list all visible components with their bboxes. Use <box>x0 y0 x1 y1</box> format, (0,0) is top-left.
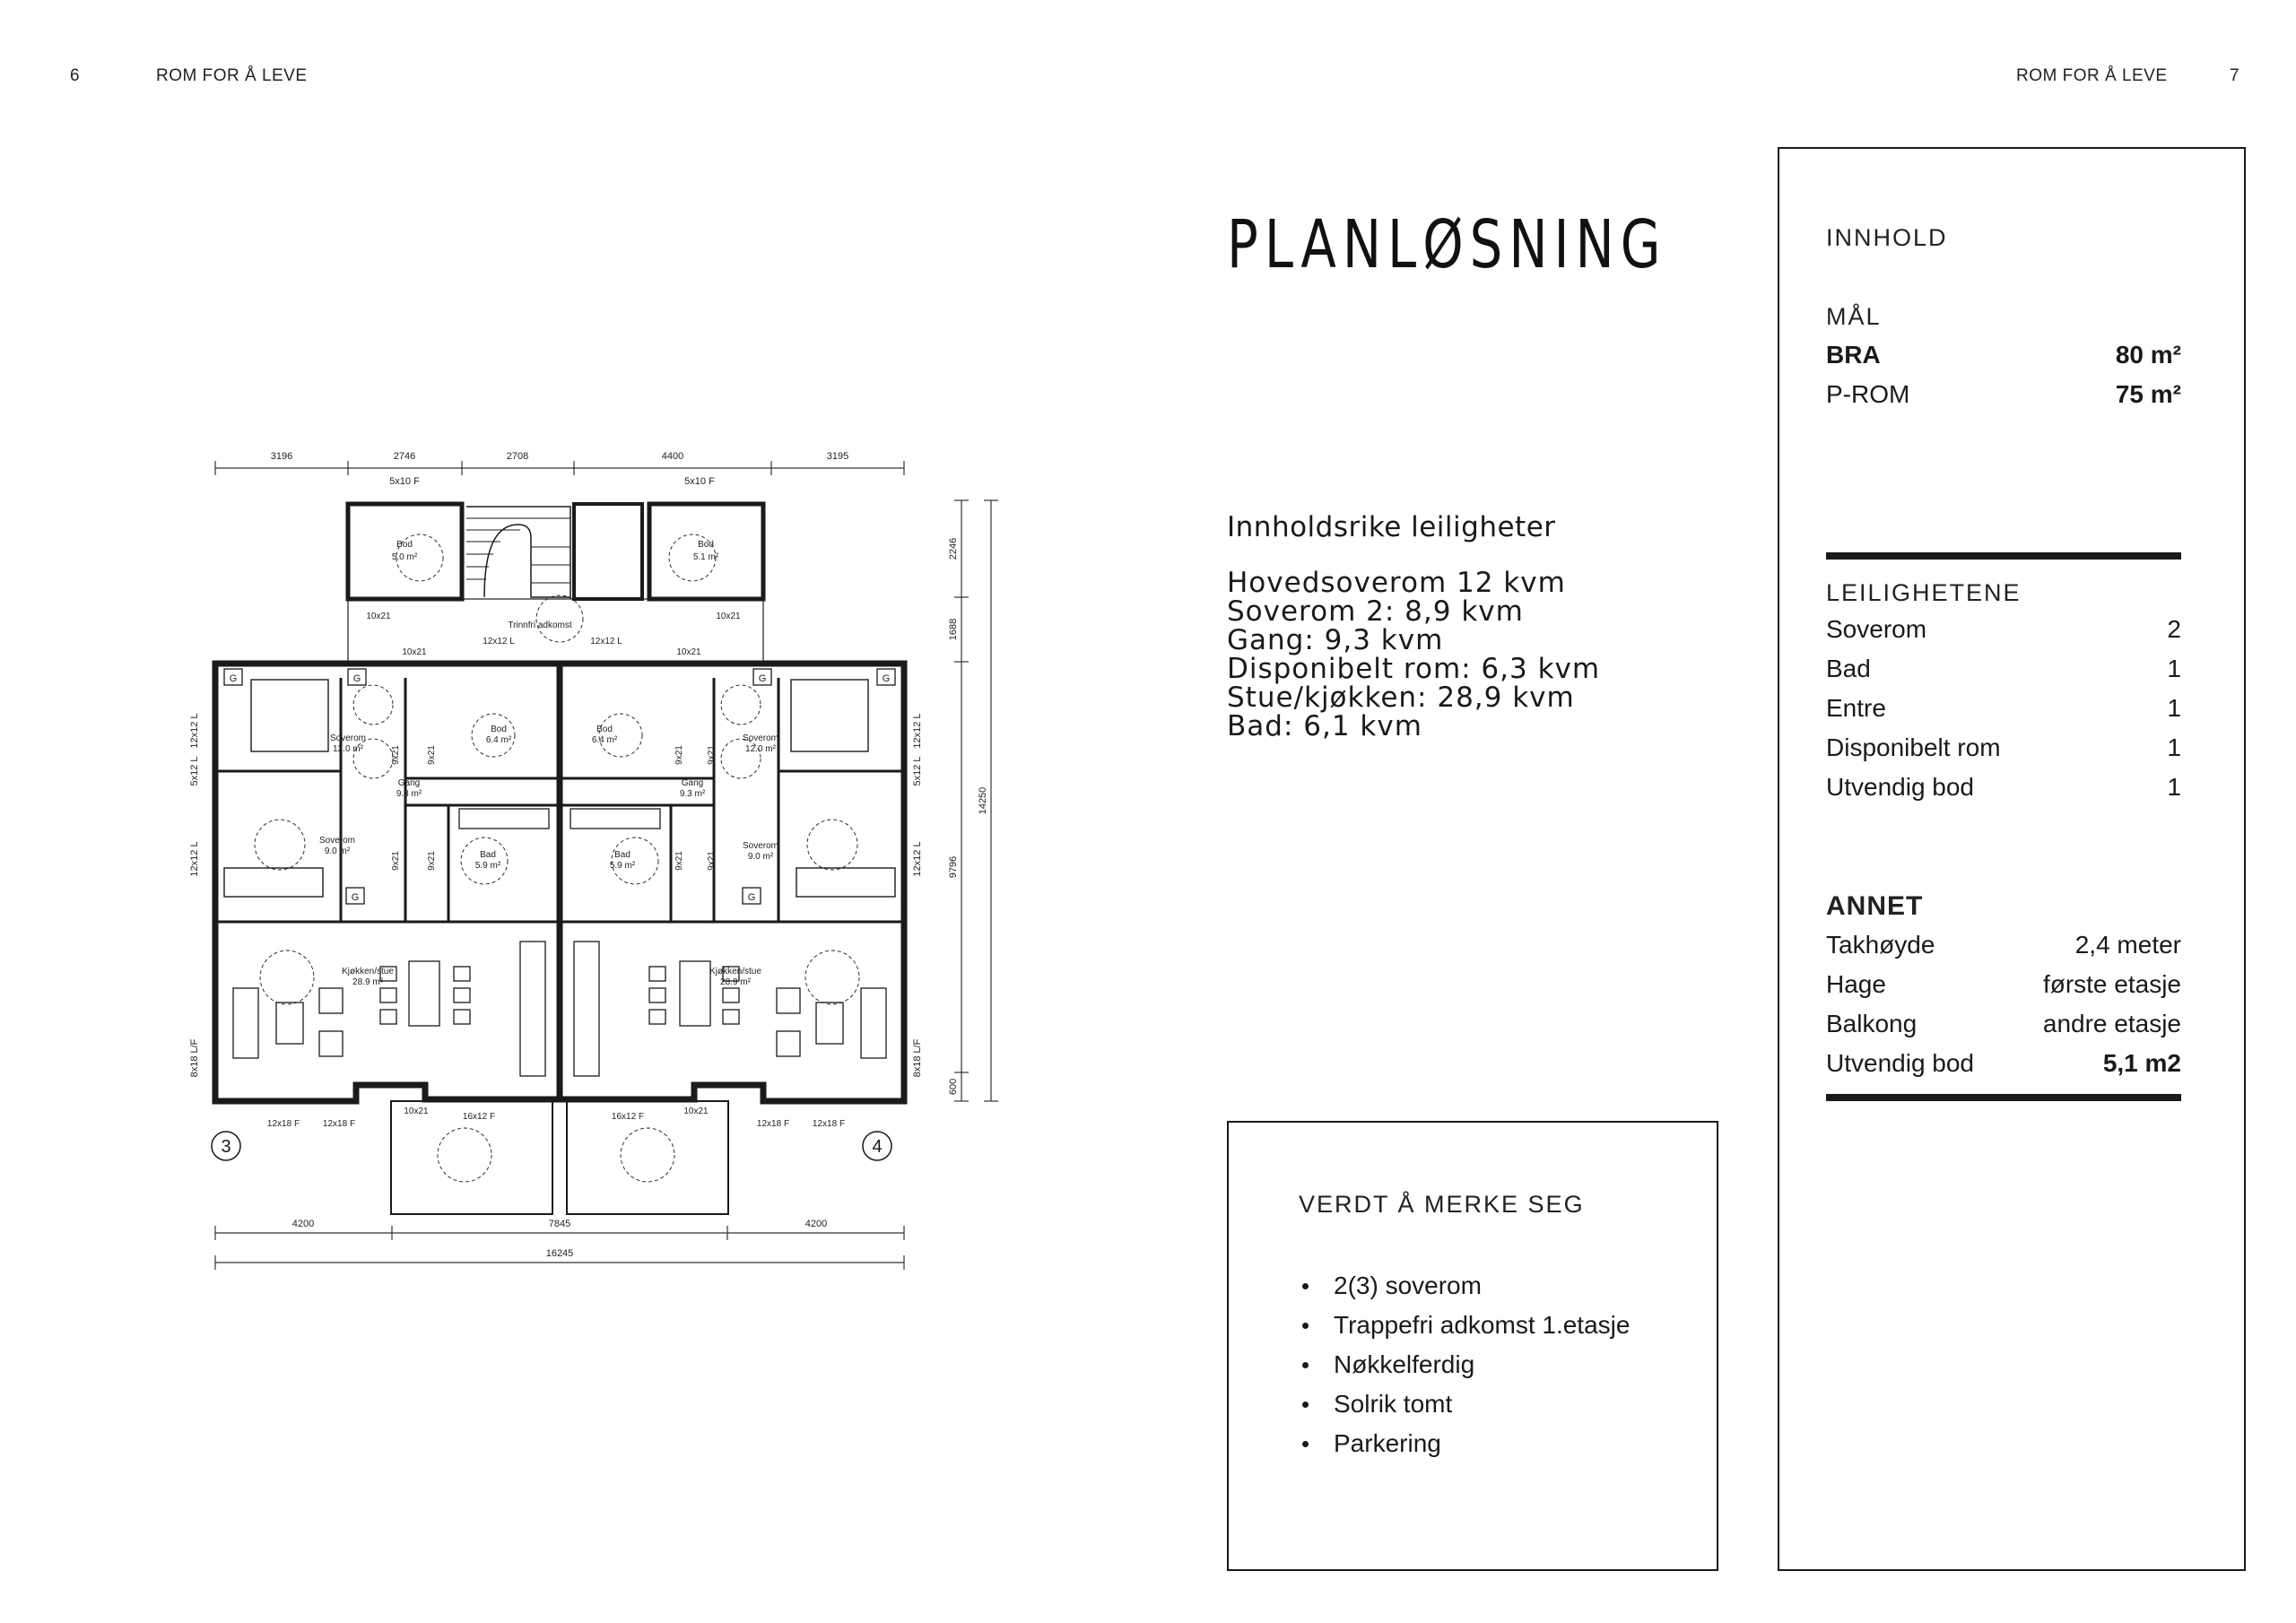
intro-room-item: Stue/kjøkken: 28,9 kvm <box>1227 681 1575 714</box>
room-bad-b: Bad <box>614 850 631 860</box>
door-label-3: 10x21 <box>402 647 427 657</box>
left-page-number: 6 <box>70 66 81 85</box>
dim-bottom-3: 4200 <box>804 1219 828 1229</box>
floor-plan <box>179 439 1004 1300</box>
window-top-right: 5x10 F <box>684 476 715 487</box>
mal-row-prom: P-ROM 75 m² <box>1826 380 2181 408</box>
page-title: PLANLØSNING <box>1227 206 1667 283</box>
bullet-icon <box>1302 1323 1309 1329</box>
door-label-13: 10x21 <box>404 1107 429 1116</box>
unit-marker-4: 4 <box>872 1137 883 1157</box>
room-soverom-2: Soverom <box>318 836 356 846</box>
dim-top-3: 2708 <box>506 451 529 462</box>
intro-room-item: Bad: 6,1 kvm <box>1227 710 1422 742</box>
door-label-5: 9x21 <box>391 745 401 765</box>
room-gang: Gang <box>397 778 421 788</box>
intro-room-item: Gang: 9,3 kvm <box>1227 624 1444 656</box>
annet-row: Balkong andre etasje <box>1826 1010 2181 1037</box>
annet-heading: ANNET <box>1826 891 1924 921</box>
notable-item: Nøkkelferdig <box>1299 1345 1630 1384</box>
notable-heading: VERDT Å MERKE SEG <box>1299 1191 1585 1218</box>
room-bad-b-area: 5.9 m² <box>609 861 636 871</box>
mal-list <box>1826 341 2181 420</box>
window-right-4: 8x18 L/F <box>912 1038 923 1078</box>
svg-text:G: G <box>351 892 360 903</box>
dim-right-4: 600 <box>948 1078 959 1096</box>
bullet-icon <box>1302 1441 1309 1447</box>
room-gang-b: Gang <box>681 778 704 788</box>
notable-list <box>1299 1266 1630 1463</box>
window-label-a: 12x12 L <box>483 637 515 647</box>
notable-box <box>1227 1121 1718 1571</box>
leilighetene-list <box>1826 615 2181 812</box>
dim-right-2: 1688 <box>948 618 959 641</box>
leil-row: Entre 1 <box>1826 694 2181 722</box>
section-divider <box>1826 552 2181 560</box>
room-soverom-2b-area: 9.0 m² <box>747 852 774 862</box>
intro-room-list <box>1227 568 1600 741</box>
room-soverom-1b: Soverom <box>742 733 779 743</box>
sidebar-heading: INNHOLD <box>1826 224 1948 251</box>
window-right-3: 12x12 L <box>912 841 923 877</box>
svg-text:G: G <box>747 892 756 903</box>
door-label-4: 10x21 <box>676 647 701 657</box>
room-bod-inner-b-area: 6.4 m² <box>591 735 618 745</box>
room-bod-inner-b: Bod <box>596 725 613 734</box>
window-bottom-1: 12x18 F <box>266 1119 300 1129</box>
room-bod-right: Bod <box>698 540 714 550</box>
room-gang-b-area: 9.3 m² <box>679 789 706 799</box>
room-bod-inner: Bod <box>491 725 507 734</box>
section-divider <box>1826 1094 2181 1101</box>
intro-room-item: Soverom 2: 8,9 kvm <box>1227 595 1524 628</box>
room-gang-area: 9.3 m² <box>396 789 422 799</box>
window-right-1: 12x12 L <box>912 713 923 749</box>
mal-heading: MÅL <box>1826 303 1882 330</box>
intro-heading: Innholdsrike leiligheter <box>1227 511 1556 543</box>
leilighetene-heading: LEILIGHETENE <box>1826 579 2022 606</box>
annet-row: Utvendig bod 5,1 m2 <box>1826 1049 2181 1077</box>
right-page-number: 7 <box>2230 66 2240 85</box>
label-trinnfri: Trinnfri adkomst <box>508 621 572 630</box>
room-bod-left-area: 5.0 m² <box>391 552 418 562</box>
dim-top-5: 3195 <box>826 451 849 462</box>
bullet-icon <box>1302 1362 1309 1368</box>
dim-total-width: 16245 <box>545 1248 574 1259</box>
bullet-icon <box>1302 1283 1309 1289</box>
room-bod-right-area: 5.1 m² <box>692 552 719 562</box>
door-label-12: 9x21 <box>707 851 717 871</box>
room-soverom-2-area: 9.0 m² <box>324 846 351 856</box>
door-label-11: 9x21 <box>674 851 684 871</box>
floor-plan-drawing <box>179 439 1004 1300</box>
window-left-1: 12x12 L <box>189 713 200 749</box>
intro-room-item: Disponibelt rom: 6,3 kvm <box>1227 653 1601 685</box>
leil-row: Utvendig bod 1 <box>1826 773 2181 801</box>
room-bad: Bad <box>480 850 496 860</box>
door-label-10: 9x21 <box>707 745 717 765</box>
room-kjokken-b-area: 28.9 m² <box>720 977 751 987</box>
svg-text:G: G <box>229 673 238 684</box>
intro-room-item: Hovedsoverom 12 kvm <box>1227 567 1566 599</box>
dim-top-2: 2746 <box>393 451 416 462</box>
window-left-4: 8x18 L/F <box>189 1038 200 1078</box>
svg-text:G: G <box>758 673 767 684</box>
door-label-9: 9x21 <box>674 745 684 765</box>
window-bottom-2: 12x18 F <box>322 1119 356 1129</box>
notable-item: Solrik tomt <box>1299 1384 1630 1424</box>
window-label-c: 16x12 F <box>462 1112 496 1122</box>
leil-row: Bad 1 <box>1826 655 2181 682</box>
door-label-7: 9x21 <box>391 851 401 871</box>
leil-row: Disponibelt rom 1 <box>1826 733 2181 761</box>
info-sidebar <box>1778 147 2246 1571</box>
window-left-2: 5x12 L <box>189 756 200 786</box>
dim-right-1: 2246 <box>948 537 959 560</box>
door-label-1: 10x21 <box>366 612 391 621</box>
dim-right-3: 9796 <box>948 855 959 879</box>
mal-row-bra: BRA 80 m² <box>1826 341 2181 369</box>
unit-marker-3: 3 <box>221 1137 231 1157</box>
room-soverom-2b: Soverom <box>742 841 779 851</box>
room-soverom-1-area: 12.0 m² <box>333 744 363 754</box>
bullet-icon <box>1302 1402 1309 1408</box>
window-label-d: 16x12 F <box>611 1112 645 1122</box>
dim-top-4: 4400 <box>661 451 684 462</box>
door-label-6: 9x21 <box>427 745 437 765</box>
annet-row: Hage første etasje <box>1826 970 2181 998</box>
room-bod-inner-area: 6.4 m² <box>485 735 512 745</box>
dim-bottom-2: 7845 <box>548 1219 571 1229</box>
window-right-2: 5x12 L <box>912 756 923 786</box>
window-bottom-3: 12x18 F <box>756 1119 790 1129</box>
room-bad-area: 5.9 m² <box>474 861 501 871</box>
room-bod-left: Bod <box>396 540 413 550</box>
dim-bottom-1: 4200 <box>291 1219 315 1229</box>
leil-row: Soverom 2 <box>1826 615 2181 643</box>
annet-row: Takhøyde 2,4 meter <box>1826 931 2181 959</box>
svg-text:G: G <box>352 673 361 684</box>
annet-list <box>1826 931 2181 1089</box>
svg-text:G: G <box>882 673 891 684</box>
window-left-3: 12x12 L <box>189 841 200 877</box>
window-top-left: 5x10 F <box>389 476 420 487</box>
room-soverom-1b-area: 12.0 m² <box>745 744 776 754</box>
dim-total-height: 14250 <box>978 786 988 815</box>
door-label-14: 10x21 <box>683 1107 709 1116</box>
dim-top-1: 3196 <box>270 451 293 462</box>
notable-item: Trappefri adkomst 1.etasje <box>1299 1306 1630 1345</box>
room-kjokken-area: 28.9 m² <box>352 977 383 987</box>
notable-item: Parkering <box>1299 1424 1630 1463</box>
door-label-8: 9x21 <box>427 851 437 871</box>
room-kjokken-b: Kjøkken/stue <box>709 967 761 976</box>
notable-item: 2(3) soverom <box>1299 1266 1630 1306</box>
room-soverom-1: Soverom <box>329 733 367 743</box>
door-label-2: 10x21 <box>716 612 741 621</box>
left-running-title: ROM FOR Å LEVE <box>156 66 308 85</box>
room-kjokken: Kjøkken/stue <box>342 967 394 976</box>
window-label-b: 12x12 L <box>590 637 622 647</box>
right-running-title: ROM FOR Å LEVE <box>2016 66 2168 85</box>
window-bottom-4: 12x18 F <box>812 1119 846 1129</box>
